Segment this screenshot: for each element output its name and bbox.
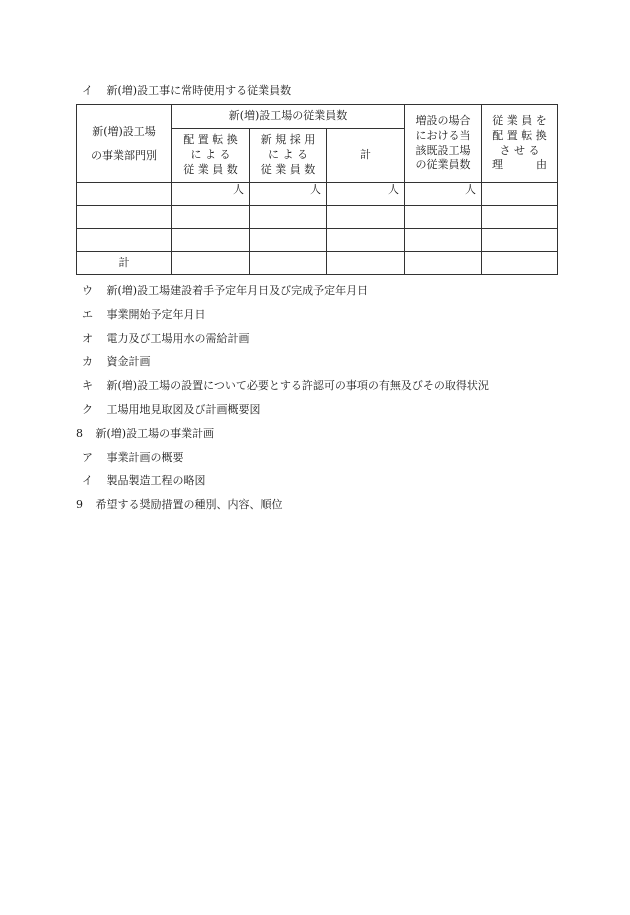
header-existing-line-3: 該既設工場 [415,143,471,157]
employee-table [76,104,558,275]
item-text: 新(増)設工場の設置について必要とする許認可の事項の有無及びその取得状況 [106,379,489,392]
table-row [77,206,558,229]
table-cell [327,229,405,252]
item-marker: カ [82,355,93,368]
item-marker: ア [82,451,93,464]
table-row [77,229,558,252]
table-cell [482,252,558,275]
header-transfer-line-2: に よ る [190,148,231,162]
table-cell [172,206,250,229]
table-cell [172,229,250,252]
heading-i [82,85,291,96]
table-cell [405,252,482,275]
heading-i-text: 新(増)設工事に常時使用する従業員数 [106,84,292,97]
section-title: 新(増)設工場の事業計画 [95,427,215,440]
item-marker: エ [82,308,93,321]
header-transfer [172,129,250,183]
table-cell [482,206,558,229]
section-title: 希望する奨励措置の種別、内容、順位 [95,498,283,511]
table-cell [405,206,482,229]
section-8-heading [76,428,214,439]
header-total: 計 [327,129,405,183]
item-marker: キ [82,379,93,392]
item-marker: オ [82,332,93,345]
table-cell [77,206,172,229]
list-item [82,285,368,296]
header-department [77,105,172,183]
header-department-line-1: 新(増)設工場 [92,125,156,139]
item-text: 工場用地見取図及び計画概要図 [106,403,261,416]
header-existing-line-2: における当 [415,128,471,142]
table-cell [405,229,482,252]
item-marker: イ [82,474,93,487]
header-existing-line-1: 増設の場合 [415,113,471,127]
item-text: 資金計画 [106,355,151,368]
list-item [82,404,261,415]
header-transfer-line-3: 従 業 員 数 [183,162,238,176]
header-new-hire-line-2: に よ る [268,148,308,162]
section-9-heading [76,499,283,510]
header-new-plant-employees: 新(増)設工場の従業員数 [172,105,405,129]
header-department-line-2: の事業部門別 [91,148,157,162]
header-new-hire-line-1: 新 規 採 用 [260,133,316,147]
header-reason-line-2: 配 置 転 換 [492,128,547,142]
header-reason-line-4: 理 由 [492,158,548,172]
header-transfer-reason [482,105,558,183]
header-existing-line-4: の従業員数 [415,158,471,172]
header-reason-line-3: さ せ る [499,143,540,157]
list-item [82,475,206,486]
unit-label: 人 [327,183,405,206]
item-text: 事業開始予定年月日 [106,308,206,321]
list-item [82,333,250,344]
item-text: 電力及び工場用水の需給計画 [106,332,250,345]
item-text: 製品製造工程の略図 [106,474,206,487]
heading-i-marker: イ [82,84,93,97]
item-text: 新(増)設工場建設着手予定年月日及び完成予定年月日 [106,284,369,297]
table-cell [482,229,558,252]
table-total-row [77,252,558,275]
table-cell [77,229,172,252]
table-cell [327,206,405,229]
table-cell [172,252,250,275]
list-item [82,309,206,320]
list-item [82,452,184,463]
item-marker: ク [82,403,93,416]
table-cell [482,183,558,206]
unit-label: 人 [405,183,482,206]
table-cell [250,252,327,275]
list-item [82,380,489,391]
section-number: 9 [76,498,83,511]
list-item [82,356,151,367]
header-transfer-line-1: 配 置 転 換 [183,133,238,147]
header-reason-line-1: 従 業 員 を [492,113,547,127]
section-number: 8 [76,427,83,440]
table-cell [250,206,327,229]
table-cell [327,252,405,275]
header-new-hire-line-3: 従 業 員 数 [260,162,316,176]
table-cell [250,229,327,252]
header-new-hire [250,129,327,183]
unit-label: 人 [250,183,327,206]
unit-label: 人 [172,183,250,206]
header-existing-plant [405,105,482,183]
total-row-label: 計 [77,252,172,275]
table-row [77,183,558,206]
item-marker: ウ [82,284,93,297]
item-text: 事業計画の概要 [106,451,184,464]
table-cell [77,183,172,206]
